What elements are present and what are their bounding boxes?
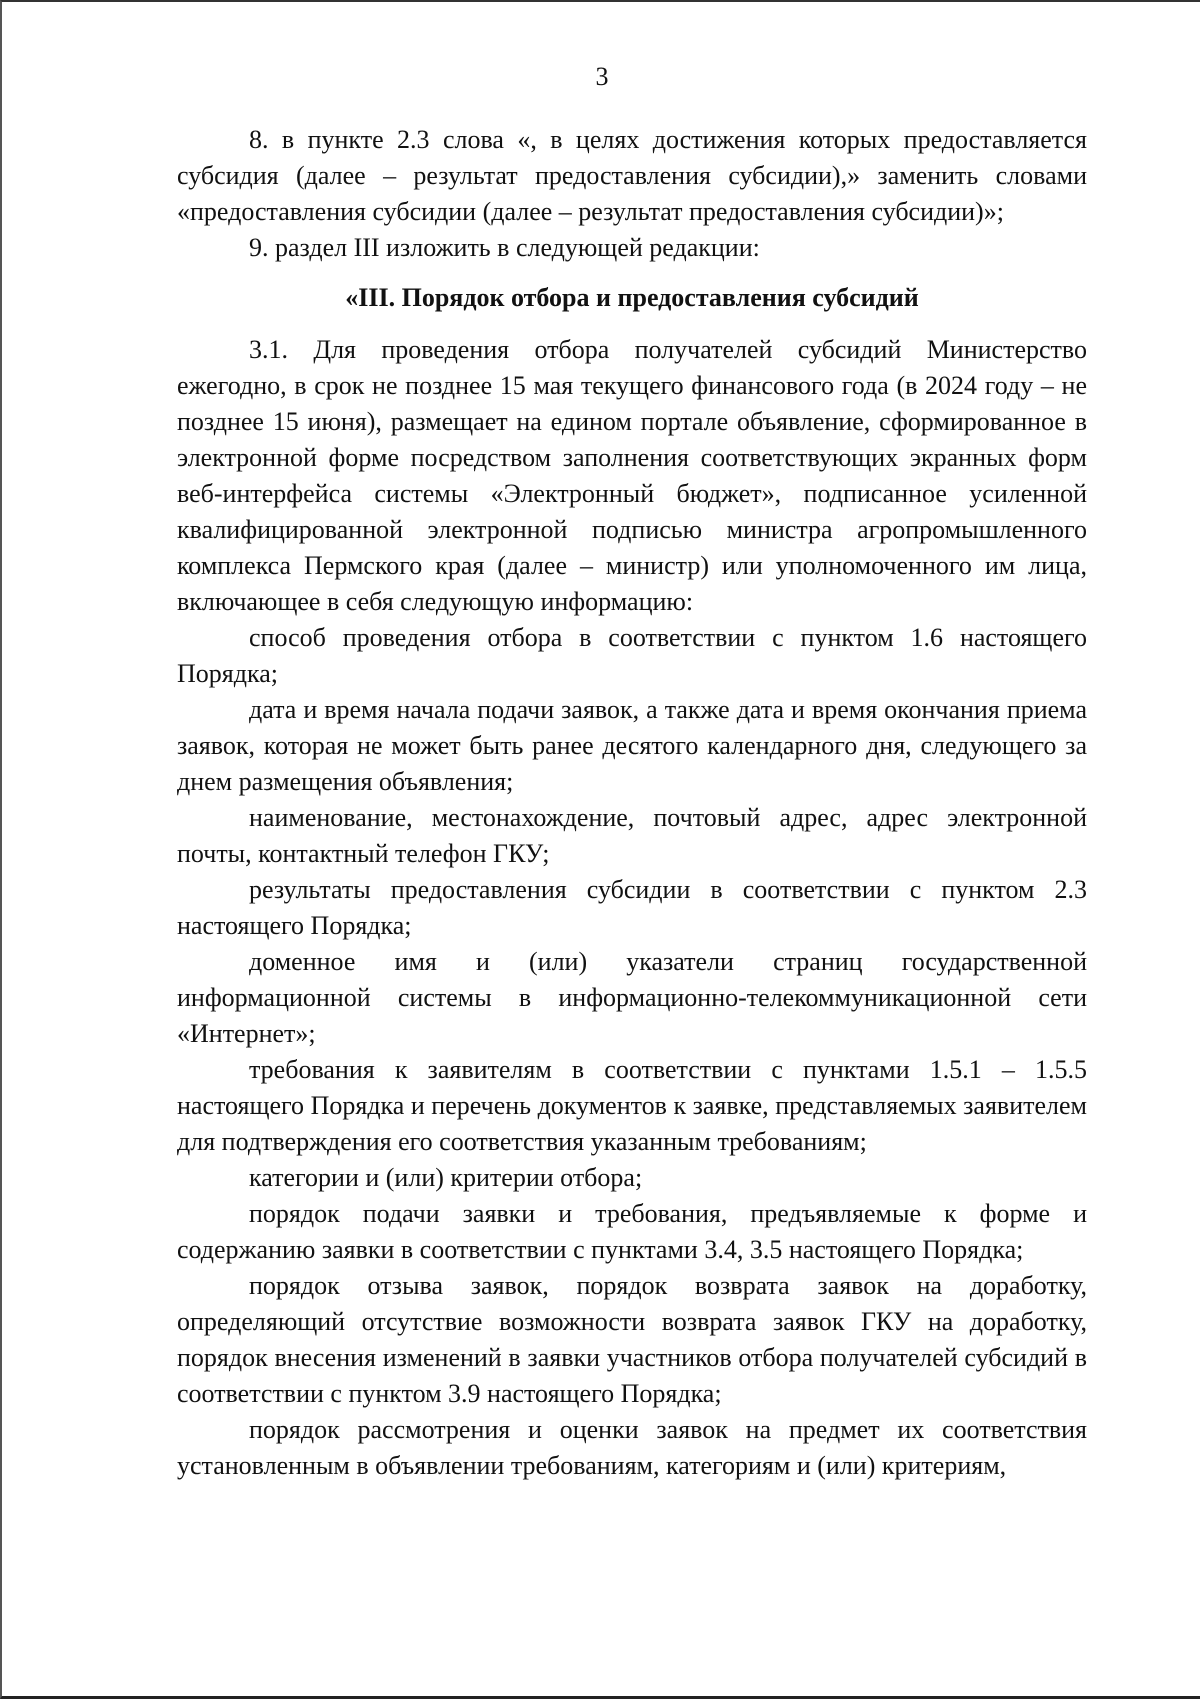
- list-item-domain: доменное имя и (или) указатели страниц государственной информационной системы в информационно-телекоммуникационной сети «Интернет»;: [177, 947, 1087, 1048]
- list-item-results: результаты предоставления субсидии в соответствии с пунктом 2.3 настоящего Порядка;: [177, 875, 1087, 940]
- list-item-withdrawal: порядок отзыва заявок, порядок возврата заявок на доработку, определяющий отсутствие возможности возврата заявок ГКУ на доработку, порядок внесения изменений в заявки участников отбора получателей субсидий в соответствии с пунктом 3.9 настоящего Порядка;: [177, 1271, 1087, 1408]
- list-item-criteria: категории и (или) критерии отбора;: [249, 1163, 643, 1192]
- document-body: [177, 122, 1087, 1484]
- list-item-submission: порядок подачи заявки и требования, предъявляемые к форме и содержанию заявки в соответствии с пунктами 3.4, 3.5 настоящего Порядка;: [177, 1199, 1087, 1264]
- list-item-review: порядок рассмотрения и оценки заявок на предмет их соответствия установленным в объявлении требованиям, категориям и (или) критериям,: [177, 1415, 1087, 1480]
- page-number: 3: [595, 62, 609, 91]
- list-item-contacts: наименование, местонахождение, почтовый адрес, адрес электронной почты, контактный телефон ГКУ;: [177, 803, 1087, 868]
- list-item-requirements: требования к заявителям в соответствии с пунктами 1.5.1 – 1.5.5 настоящего Порядка и перечень документов к заявке, представляемых заявителем для подтверждения его соответствия указанным требованиям;: [177, 1055, 1087, 1156]
- paragraph-item-9: 9. раздел III изложить в следующей редакции:: [249, 233, 760, 262]
- paragraph-item-8: 8. в пункте 2.3 слова «, в целях достижения которых предоставляется субсидия (далее – результат предоставления субсидии),» заменить словами «предоставления субсидии (далее – результат предоставления субсидии)»;: [177, 125, 1087, 226]
- list-item-dates: дата и время начала подачи заявок, а также дата и время окончания приема заявок, которая не может быть ранее десятого календарного дня, следующего за днем размещения объявления;: [177, 695, 1087, 796]
- paragraph-3-1: 3.1. Для проведения отбора получателей субсидий Министерство ежегодно, в срок не позднее 15 мая текущего финансового года (в 2024 году – не позднее 15 июня), размещает на едином портале объявление, сформированное в электронной форме посредством заполнения соответствующих экранных форм веб-интерфейса системы «Электронный бюджет», подписанное усиленной квалифицированной электронной подписью министра агропромышленного комплекса Пермского края (далее – министр) или уполномоченного им лица, включающее в себя следующую информацию:: [177, 335, 1087, 616]
- section-heading: «III. Порядок отбора и предоставления субсидий: [345, 283, 919, 312]
- list-item-selection-method: способ проведения отбора в соответствии с пунктом 1.6 настоящего Порядка;: [177, 623, 1087, 688]
